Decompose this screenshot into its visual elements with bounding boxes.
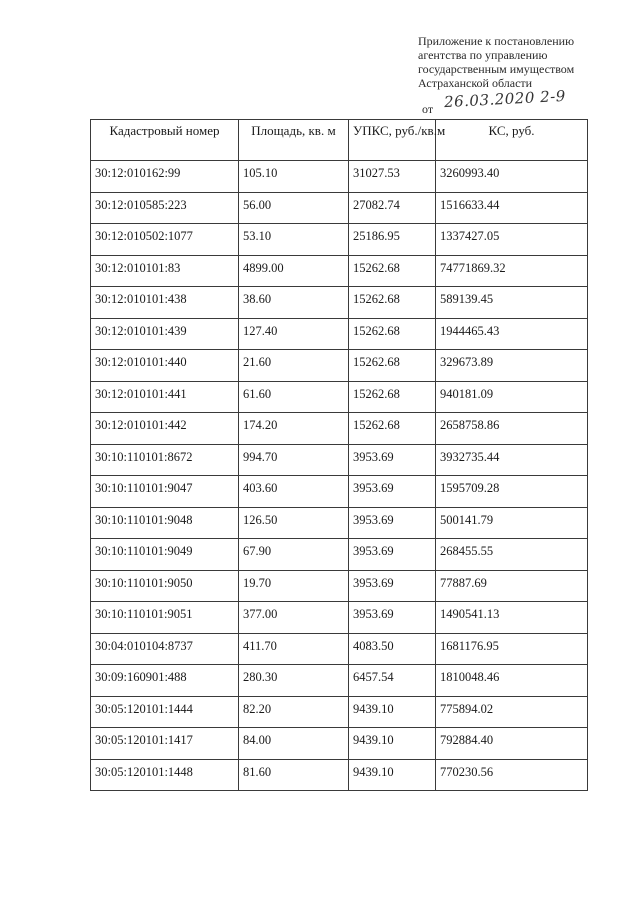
area-cell: 82.20 (239, 696, 349, 728)
upks-cell: 15262.68 (349, 381, 436, 413)
area-cell: 126.50 (239, 507, 349, 539)
table-row (91, 759, 588, 791)
cadastral-number-cell: 30:12:010101:442 (91, 413, 239, 445)
table-row (91, 444, 588, 476)
ks-cell: 1810048.46 (436, 665, 588, 697)
area-cell: 81.60 (239, 759, 349, 791)
cadastral-number-cell: 30:12:010101:438 (91, 287, 239, 319)
ks-cell: 1944465.43 (436, 318, 588, 350)
ks-cell: 329673.89 (436, 350, 588, 382)
table-row (91, 539, 588, 571)
upks-cell: 3953.69 (349, 570, 436, 602)
table-row (91, 570, 588, 602)
cadastral-number-cell: 30:10:110101:9051 (91, 602, 239, 634)
cadastral-number-cell: 30:12:010101:441 (91, 381, 239, 413)
area-cell: 280.30 (239, 665, 349, 697)
header-line-3: государственным имуществом (418, 62, 575, 76)
table-row (91, 413, 588, 445)
upks-cell: 9439.10 (349, 728, 436, 760)
cadastral-number-cell: 30:05:120101:1417 (91, 728, 239, 760)
ks-cell: 1337427.05 (436, 224, 588, 256)
table-body (91, 161, 588, 791)
area-cell: 53.10 (239, 224, 349, 256)
upks-cell: 15262.68 (349, 318, 436, 350)
cadastral-number-cell: 30:12:010162:99 (91, 161, 239, 193)
upks-cell: 25186.95 (349, 224, 436, 256)
document-date (418, 86, 628, 116)
column-header-area: Площадь, кв. м (239, 120, 349, 161)
table-row (91, 476, 588, 508)
ks-cell: 1681176.95 (436, 633, 588, 665)
date-prefix: от (422, 102, 434, 116)
header-line-2: агентства по управлению (418, 48, 548, 62)
area-cell: 4899.00 (239, 255, 349, 287)
table-row (91, 318, 588, 350)
cadastral-number-cell: 30:12:010101:439 (91, 318, 239, 350)
upks-cell: 15262.68 (349, 255, 436, 287)
upks-cell: 3953.69 (349, 476, 436, 508)
ks-cell: 3932735.44 (436, 444, 588, 476)
table-row (91, 192, 588, 224)
upks-cell: 31027.53 (349, 161, 436, 193)
document-header (418, 34, 628, 114)
ks-cell: 1516633.44 (436, 192, 588, 224)
ks-cell: 74771869.32 (436, 255, 588, 287)
upks-cell: 9439.10 (349, 759, 436, 791)
ks-cell: 1595709.28 (436, 476, 588, 508)
ks-cell: 77887.69 (436, 570, 588, 602)
handwritten-date: 26.03.2020 2-9 (443, 86, 567, 112)
area-cell: 127.40 (239, 318, 349, 350)
cadastral-number-cell: 30:12:010585:223 (91, 192, 239, 224)
upks-cell: 3953.69 (349, 507, 436, 539)
ks-cell: 3260993.40 (436, 161, 588, 193)
area-cell: 411.70 (239, 633, 349, 665)
header-line-1: Приложение к постановлению (418, 34, 575, 48)
table-row (91, 381, 588, 413)
cadastral-number-cell: 30:10:110101:9049 (91, 539, 239, 571)
area-cell: 21.60 (239, 350, 349, 382)
ks-cell: 268455.55 (436, 539, 588, 571)
ks-cell: 589139.45 (436, 287, 588, 319)
upks-cell: 3953.69 (349, 602, 436, 634)
table-row (91, 507, 588, 539)
cadastral-number-cell: 30:12:010502:1077 (91, 224, 239, 256)
header-line-4: Астраханской области (418, 76, 533, 90)
ks-cell: 770230.56 (436, 759, 588, 791)
upks-cell: 15262.68 (349, 413, 436, 445)
table-row (91, 287, 588, 319)
area-cell: 61.60 (239, 381, 349, 413)
area-cell: 67.90 (239, 539, 349, 571)
cadastral-number-cell: 30:12:010101:83 (91, 255, 239, 287)
area-cell: 105.10 (239, 161, 349, 193)
ks-cell: 500141.79 (436, 507, 588, 539)
cadastral-number-cell: 30:10:110101:9048 (91, 507, 239, 539)
area-cell: 38.60 (239, 287, 349, 319)
table-row (91, 255, 588, 287)
table-row (91, 633, 588, 665)
cadastral-number-cell: 30:10:110101:9050 (91, 570, 239, 602)
cadastral-value-table (90, 119, 588, 791)
ks-cell: 792884.40 (436, 728, 588, 760)
table-row (91, 728, 588, 760)
table-row (91, 602, 588, 634)
ks-cell: 2658758.86 (436, 413, 588, 445)
cadastral-number-cell: 30:05:120101:1448 (91, 759, 239, 791)
cadastral-number-cell: 30:12:010101:440 (91, 350, 239, 382)
area-cell: 994.70 (239, 444, 349, 476)
ks-cell: 775894.02 (436, 696, 588, 728)
upks-cell: 4083.50 (349, 633, 436, 665)
area-cell: 84.00 (239, 728, 349, 760)
upks-cell: 3953.69 (349, 444, 436, 476)
table-row (91, 350, 588, 382)
upks-cell: 9439.10 (349, 696, 436, 728)
cadastral-number-cell: 30:10:110101:9047 (91, 476, 239, 508)
ks-cell: 1490541.13 (436, 602, 588, 634)
column-header-upks: УПКС, руб./кв.м (349, 120, 436, 161)
area-cell: 56.00 (239, 192, 349, 224)
table-row (91, 696, 588, 728)
area-cell: 174.20 (239, 413, 349, 445)
cadastral-number-cell: 30:04:010104:8737 (91, 633, 239, 665)
cadastral-number-cell: 30:09:160901:488 (91, 665, 239, 697)
upks-cell: 15262.68 (349, 287, 436, 319)
area-cell: 403.60 (239, 476, 349, 508)
upks-cell: 6457.54 (349, 665, 436, 697)
area-cell: 19.70 (239, 570, 349, 602)
table-row (91, 161, 588, 193)
table-row (91, 224, 588, 256)
upks-cell: 27082.74 (349, 192, 436, 224)
upks-cell: 15262.68 (349, 350, 436, 382)
cadastral-number-cell: 30:10:110101:8672 (91, 444, 239, 476)
column-header-cadastral-number: Кадастровый номер (91, 120, 239, 161)
column-header-ks: КС, руб. (436, 120, 588, 161)
area-cell: 377.00 (239, 602, 349, 634)
table-row (91, 665, 588, 697)
cadastral-number-cell: 30:05:120101:1444 (91, 696, 239, 728)
ks-cell: 940181.09 (436, 381, 588, 413)
upks-cell: 3953.69 (349, 539, 436, 571)
table-header-row (91, 120, 588, 161)
